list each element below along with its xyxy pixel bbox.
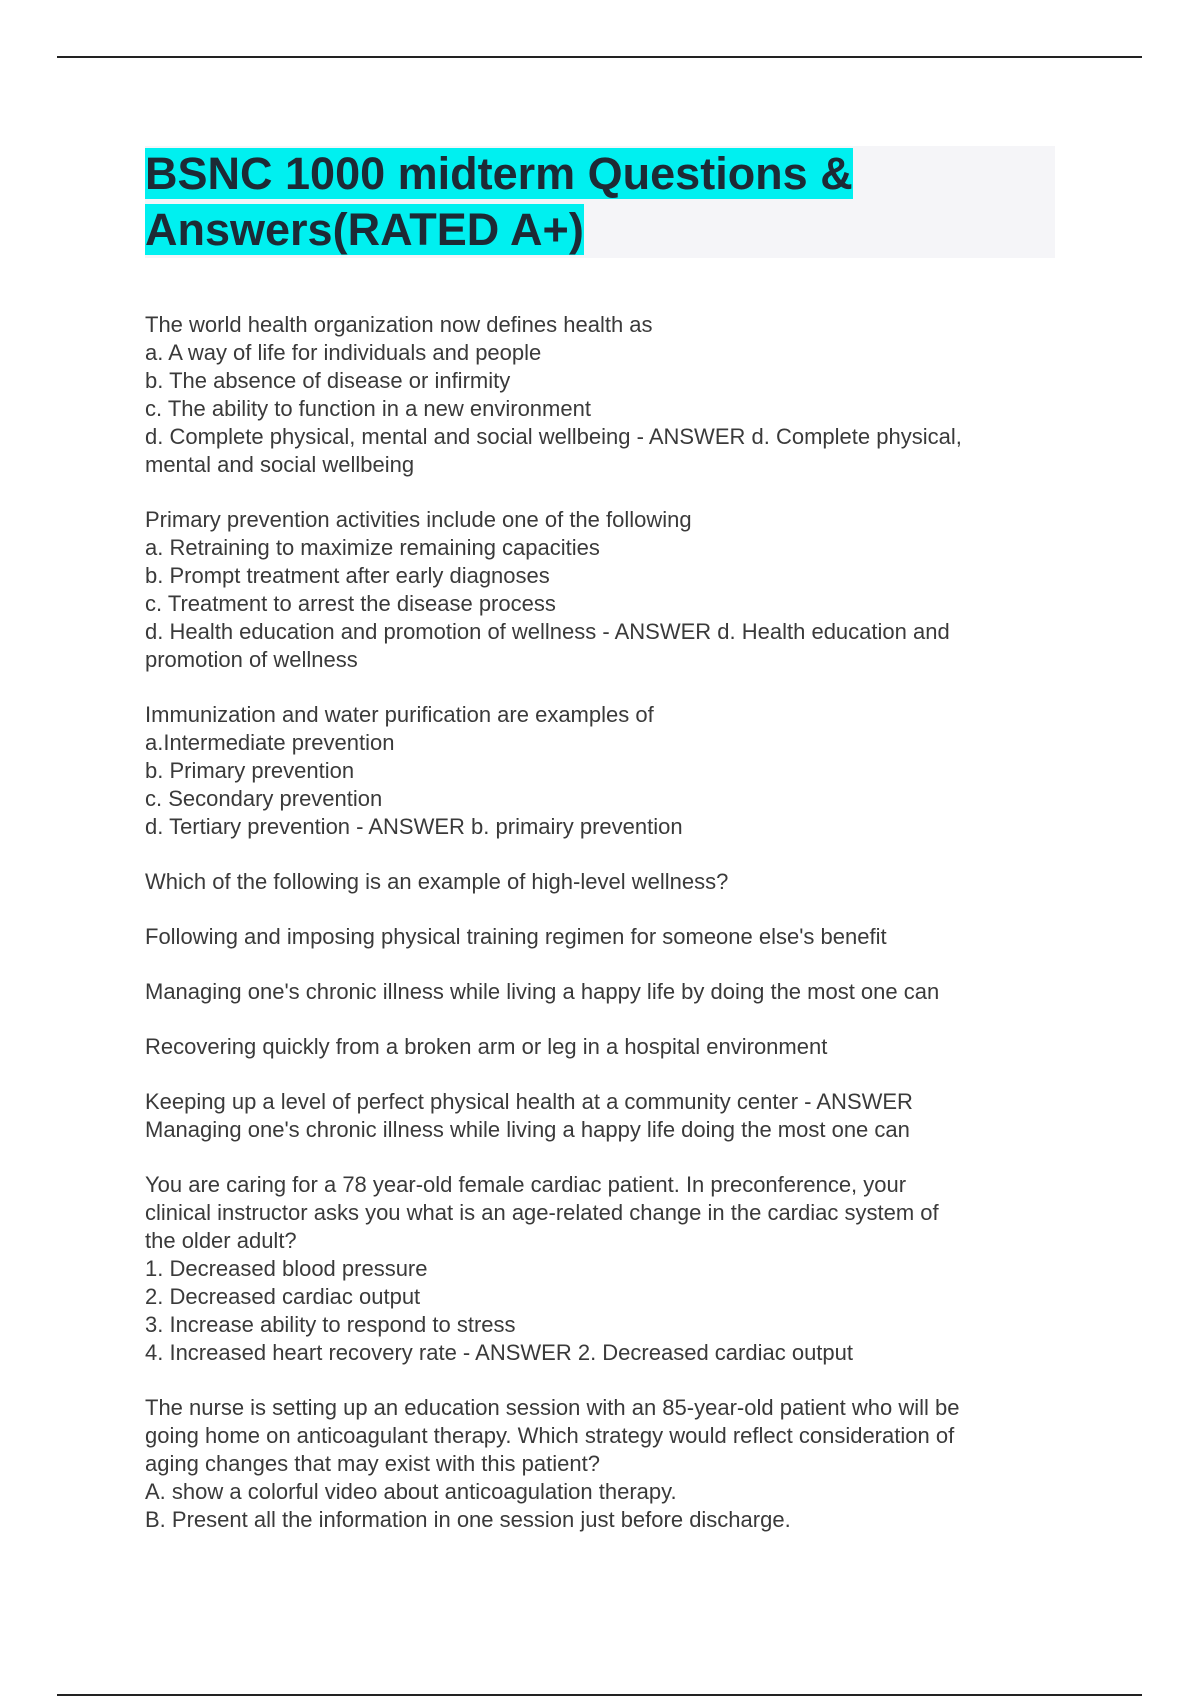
qa-line: B. Present all the information in one session just before discharge. [145,1507,791,1532]
qa-line: 1. Decreased blood pressure [145,1256,428,1281]
qa-line: mental and social wellbeing [145,452,415,477]
qa-line: d. Health education and promotion of wellness - ANSWER d. Health education and [145,619,950,644]
qa-line: clinical instructor asks you what is an age-related change in the cardiac system of [145,1200,939,1225]
qa-line: c. The ability to function in a new environment [145,396,591,421]
qa-block [145,1033,1065,1061]
qa-line: 3. Increase ability to respond to stress [145,1312,516,1337]
qa-line: You are caring for a 78 year-old female cardiac patient. In preconference, your [145,1172,907,1197]
qa-line: Keeping up a level of perfect physical health at a community center - ANSWER [145,1089,913,1114]
footer-rule [57,1694,1142,1696]
qa-line: a. Retraining to maximize remaining capacities [145,535,600,560]
qa-line: Primary prevention activities include one of the following [145,507,692,532]
qa-line: 2. Decreased cardiac output [145,1284,421,1309]
qa-line: going home on anticoagulant therapy. Which strategy would reflect consideration of [145,1423,955,1448]
qa-line: a. A way of life for individuals and people [145,340,542,365]
qa-line: Recovering quickly from a broken arm or leg in a hospital environment [145,1034,828,1059]
title-block [145,146,1055,258]
qa-line: Which of the following is an example of high-level wellness? [145,869,729,894]
qa-line: The world health organization now defines health as [145,312,653,337]
qa-block [145,978,1065,1006]
document-title [145,146,925,258]
qa-block [145,506,1065,674]
qa-line: aging changes that may exist with this patient? [145,1451,600,1476]
qa-line: c. Treatment to arrest the disease process [145,591,556,616]
qa-line: The nurse is setting up an education session with an 85-year-old patient who will be [145,1395,960,1420]
qa-content [145,311,1065,1561]
qa-block [145,1088,1065,1144]
qa-line: c. Secondary prevention [145,786,383,811]
qa-line: b. Primary prevention [145,758,355,783]
qa-line: Following and imposing physical training regimen for someone else's benefit [145,924,887,949]
qa-block [145,311,1065,479]
qa-block [145,1394,1065,1534]
qa-line: b. The absence of disease or infirmity [145,368,511,393]
qa-block [145,868,1065,896]
document-title-highlight: BSNC 1000 midterm Questions & Answers(RATED A+) [145,148,853,255]
qa-line: Managing one's chronic illness while living a happy life doing the most one can [145,1117,910,1142]
qa-block [145,1171,1065,1367]
qa-line: Managing one's chronic illness while living a happy life by doing the most one can [145,979,940,1004]
qa-line: b. Prompt treatment after early diagnoses [145,563,550,588]
qa-line: promotion of wellness [145,647,358,672]
qa-line: the older adult? [145,1228,297,1253]
qa-line: A. show a colorful video about anticoagulation therapy. [145,1479,677,1504]
header-rule [57,56,1142,58]
qa-line: d. Tertiary prevention - ANSWER b. primairy prevention [145,814,683,839]
qa-block [145,701,1065,841]
qa-line: a.Intermediate prevention [145,730,395,755]
qa-line: Immunization and water purification are examples of [145,702,654,727]
qa-block [145,923,1065,951]
qa-line: d. Complete physical, mental and social wellbeing - ANSWER d. Complete physical, [145,424,962,449]
qa-line: 4. Increased heart recovery rate - ANSWER 2. Decreased cardiac output [145,1340,853,1365]
